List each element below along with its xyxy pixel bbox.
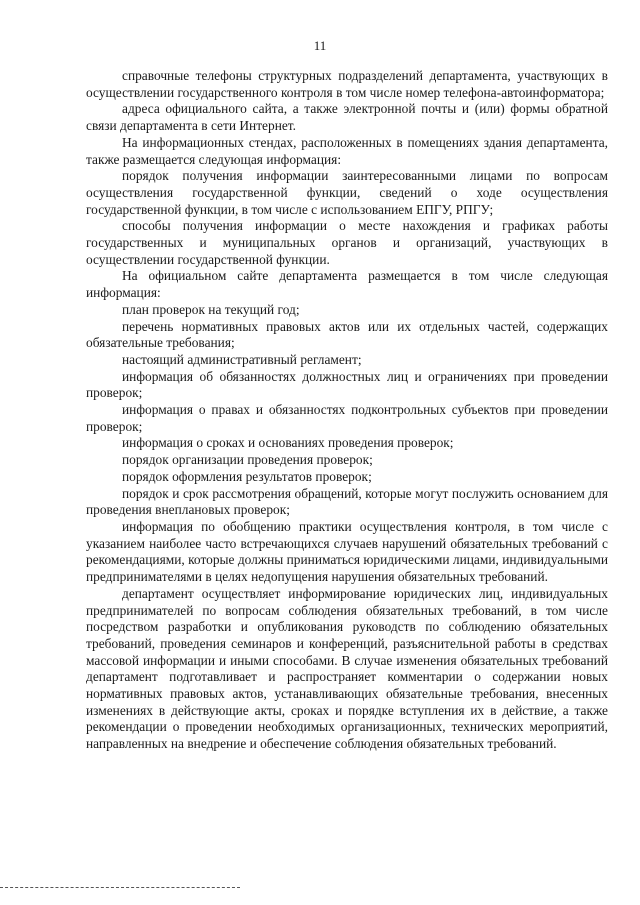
paragraph: порядок организации проведения проверок; xyxy=(122,452,373,468)
paragraph: адреса официального сайта, а также электронной почты и (или) формы обратной связи департамента в сети Интернет. xyxy=(86,101,608,134)
paragraph: план проверок на текущий год; xyxy=(122,301,300,317)
paragraph: департамент осуществляет информирование юридических лиц, индивидуальных предпринимателей по вопросам соблюдения обязательных требований, в том числе посредством разработки и опубликования руководств по соблюдению обязательных требований, проведения семинаров и конференций, разъяснительной работы в средствах массовой информации и иными способами. В случае изменения обязательных требований департамент подготавливает и распространяет комментарии о содержании новых нормативных правовых актов, устанавливающих обязательные требования, внесенных изменениях в действующие акты, сроках и порядке вступления их в действие, а также рекомендации о проведении необходимых организационных, технических мероприятий, направленных на внедрение и обеспечение соблюдения обязательных требований. xyxy=(86,585,608,752)
paragraph: справочные телефоны структурных подразделений департамента, участвующих в осуществлении государственного контроля в том числе номер телефона-автоинформатора; xyxy=(86,68,608,100)
paragraph: порядок и срок рассмотрения обращений, которые могут послужить основанием для проведения внеплановых проверок; xyxy=(86,485,608,518)
paragraph: порядок получения информации заинтересованными лицами по вопросам осуществления государственной функции, сведений о ходе осуществления государственной функции, в том числе с использованием ЕПГУ, РПГУ; xyxy=(86,168,608,217)
document-body xyxy=(86,68,608,753)
paragraph: настоящий административный регламент; xyxy=(122,351,362,367)
paragraph: информация о сроках и основаниях проведения проверок; xyxy=(122,435,454,451)
paragraph: На официальном сайте департамента размещается в том числе следующая информация: xyxy=(86,268,608,301)
paragraph: информация по обобщению практики осуществления контроля, в том числе с указанием наиболее часто встречающихся случаев нарушений обязательных требований с рекомендациями, которые должны приниматься юридическими лицами, индивидуальными предпринимателями в целях недопущения нарушения обязательных требований. xyxy=(86,518,608,585)
page-number: 11 xyxy=(313,38,327,53)
paragraph: порядок оформления результатов проверок; xyxy=(122,468,372,484)
paragraph: На информационных стендах, расположенных в помещениях здания департамента, также размещается следующая информация: xyxy=(86,134,608,167)
paragraph: информация об обязанностях должностных лиц и ограничениях при проведении проверок; xyxy=(86,368,608,401)
paragraph: перечень нормативных правовых актов или их отдельных частей, содержащих обязательные требования; xyxy=(86,318,608,351)
paragraph: способы получения информации о месте нахождения и графиках работы государственных и муниципальных органов и организаций, участвующих в осуществлении государственной функции. xyxy=(86,218,608,267)
paragraph: информация о правах и обязанностях подконтрольных субъектов при проведении проверок; xyxy=(86,402,608,434)
footer-rule xyxy=(0,887,240,888)
